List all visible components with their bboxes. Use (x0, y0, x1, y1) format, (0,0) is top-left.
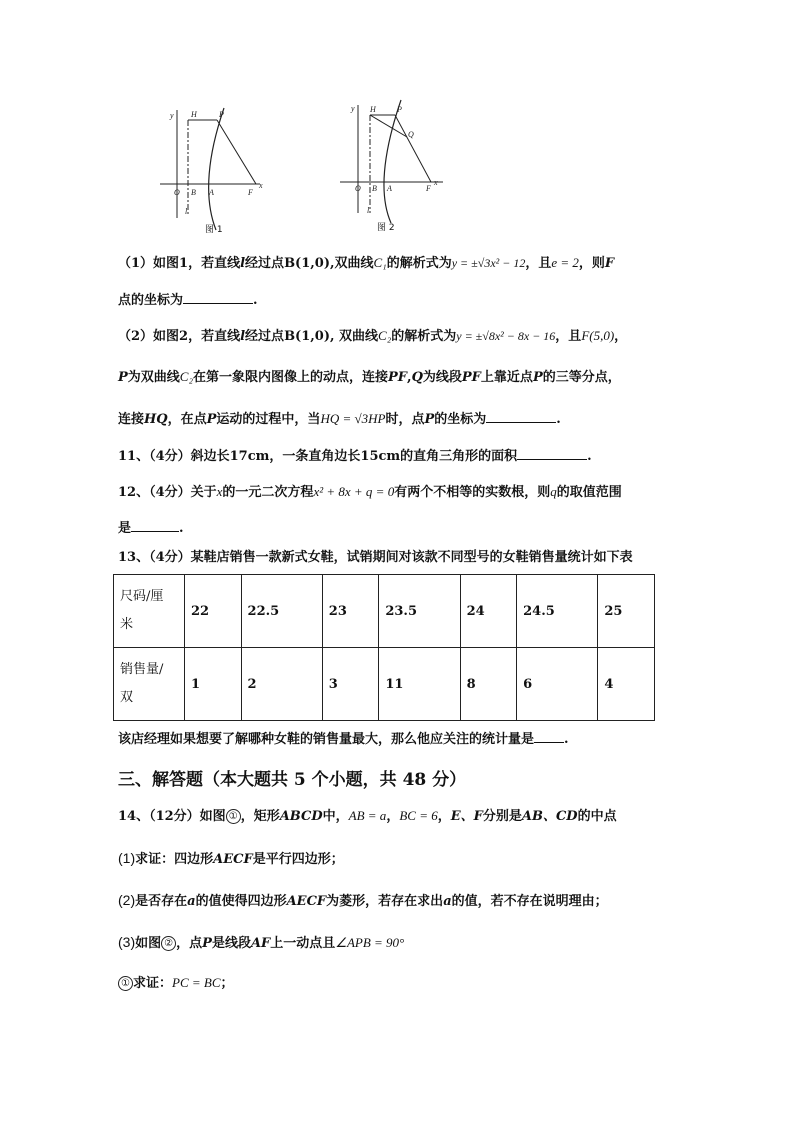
table-header-size: 尺码/厘 米 (114, 575, 185, 648)
table-cell: 3 (322, 648, 379, 721)
label-A: A (387, 184, 392, 193)
q10-part2-line1: （2）如图2，若直线l经过点B(1,0), 双曲线C₂的解析式为y = ±√8x² − 8x − 16，且F(5,0)， (118, 328, 628, 344)
circled-two-icon: ② (161, 936, 176, 951)
table-cell: 11 (379, 648, 460, 721)
label-x: x (434, 178, 438, 187)
label-O: O (355, 184, 361, 193)
label-y: y (351, 104, 355, 113)
circled-one-icon: ① (226, 809, 241, 824)
label-l: l (185, 207, 188, 216)
q10-part2-line2: P为双曲线C₂在第一象限内图像上的动点，连接PF,Q为线段PF上靠近点P的三等分点， (118, 369, 621, 385)
figure-2-caption: 图 2 (377, 223, 395, 233)
label-Q: Q (408, 130, 414, 139)
q13-intro: 13、（4分）某鞋店销售一款新式女鞋，试销期间对该款不同型号的女鞋销售量统计如下表 (118, 550, 633, 565)
label-x: x (259, 181, 263, 190)
answer-blank-q10-2[interactable] (486, 409, 556, 423)
q13-question: 该店经理如果想要了解哪种女鞋的销售量最大，那么他应关注的统计量是 . (118, 729, 569, 750)
table-cell: 6 (517, 648, 598, 721)
hyperbola-branch (384, 100, 401, 223)
segment-PF (395, 115, 431, 182)
table-cell: 22.5 (241, 575, 322, 648)
q10-part2-line3: 连接HQ，在点P运动的过程中，当HQ = √3HP时，点P的坐标为 . (118, 411, 561, 427)
q14-sub3-1: ① 求证：PC = BC； (118, 973, 234, 994)
q14-sub3: (3)如图 ② ，点P是线段AF上一动点且∠APB = 90° (118, 934, 405, 951)
figure-1 (150, 100, 275, 235)
label-P: P (397, 105, 402, 114)
table-header-sales: 销售量/ 双 (114, 648, 185, 721)
figure-1-caption: 图 1 (205, 225, 223, 235)
label-y: y (170, 111, 174, 120)
label-l: l (367, 206, 370, 215)
label-F: F (248, 188, 253, 197)
answer-blank-q13[interactable] (534, 729, 564, 743)
q11-line: 11、（4分）斜边长17cm，一条直角边长15cm的直角三角形的面积 . (118, 446, 592, 467)
table-cell: 22 (185, 575, 242, 648)
answer-blank-q11[interactable] (517, 446, 587, 460)
label-O: O (174, 188, 180, 197)
table-cell: 23.5 (379, 575, 460, 648)
circled-one-icon: ① (118, 976, 133, 991)
figure-2 (333, 95, 458, 225)
segment-PF (217, 120, 256, 184)
q14-stem: 14、（12分）如图 ① ，矩形ABCD中，AB = a，BC = 6，E、F分别是AB、CD的中点 (118, 808, 617, 824)
q12-line2: 是 . (118, 518, 184, 539)
table-cell: 24 (460, 575, 517, 648)
table-cell: 23 (322, 575, 379, 648)
label-A: A (209, 188, 214, 197)
label-B: B (191, 188, 196, 197)
sales-table (113, 574, 655, 721)
label-H: H (191, 110, 197, 119)
q14-sub2: (2)是否存在a的值使得四边形AECF为菱形，若存在求出a的值，若不存在说明理由； (118, 892, 608, 909)
label-H: H (370, 105, 376, 114)
table-row (114, 648, 655, 721)
table-cell: 24.5 (517, 575, 598, 648)
q14-sub1: (1)求证：四边形AECF是平行四边形； (118, 850, 344, 867)
answer-blank-q10-1[interactable] (183, 290, 253, 304)
table-cell: 1 (185, 648, 242, 721)
table-cell: 8 (460, 648, 517, 721)
label-P: P (219, 110, 224, 119)
hyperbola-branch (209, 108, 224, 230)
table-cell: 25 (598, 575, 655, 648)
label-F: F (426, 184, 431, 193)
table-cell: 2 (241, 648, 322, 721)
answer-blank-q12[interactable] (131, 518, 179, 532)
table-row (114, 575, 655, 648)
label-B: B (372, 184, 377, 193)
q12-line1: 12、（4分）关于x的一元二次方程x² + 8x + q = 0有两个不相等的实数根，则q的取值范围 (118, 484, 622, 500)
table-cell: 4 (598, 648, 655, 721)
q10-part1-line1: （1）如图1，若直线l经过点B(1,0),双曲线C₁的解析式为y = ±√3x² − 12，且e = 2，则F (118, 255, 615, 271)
section-heading: 三、解答题（本大题共 5 个小题，共 48 分） (118, 770, 467, 790)
q10-part1-line2: 点的坐标为 . (118, 290, 258, 311)
